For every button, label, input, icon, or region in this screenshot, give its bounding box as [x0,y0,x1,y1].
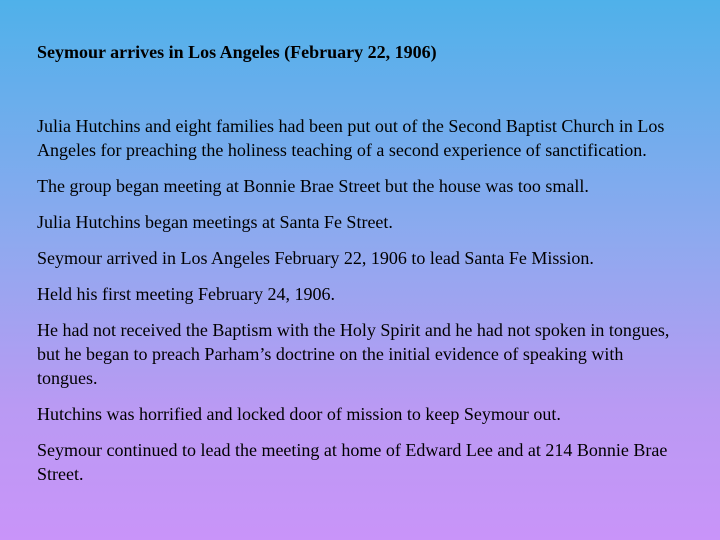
slide-title: Seymour arrives in Los Angeles (February 22, 1906) [37,42,437,62]
paragraph-bonnie-brae: The group began meeting at Bonnie Brae Street but the house was too small. [37,176,589,196]
paragraph-first-meeting: Held his first meeting February 24, 1906. [37,284,335,304]
paragraph-locked-door: Hutchins was horrified and locked door of mission to keep Seymour out. [37,404,561,424]
paragraph-hutchins-put-out: Julia Hutchins and eight families had been put out of the Second Baptist Church in Los Angeles for preaching the holiness teaching of a second experience of sanctification. [37,116,665,160]
paragraph-holy-spirit: He had not received the Baptism with the Holy Spirit and he had not spoken in tongues, but he began to preach Parham’s doctrine on the initial evidence of speaking with tongues. [37,320,670,388]
paragraph-edward-lee: Seymour continued to lead the meeting at home of Edward Lee and at 214 Bonnie Brae Street. [37,440,668,484]
slide-content [37,40,687,498]
paragraph-santa-fe-meetings: Julia Hutchins began meetings at Santa Fe Street. [37,212,393,232]
paragraph-seymour-arrived: Seymour arrived in Los Angeles February 22, 1906 to lead Santa Fe Mission. [37,248,594,268]
